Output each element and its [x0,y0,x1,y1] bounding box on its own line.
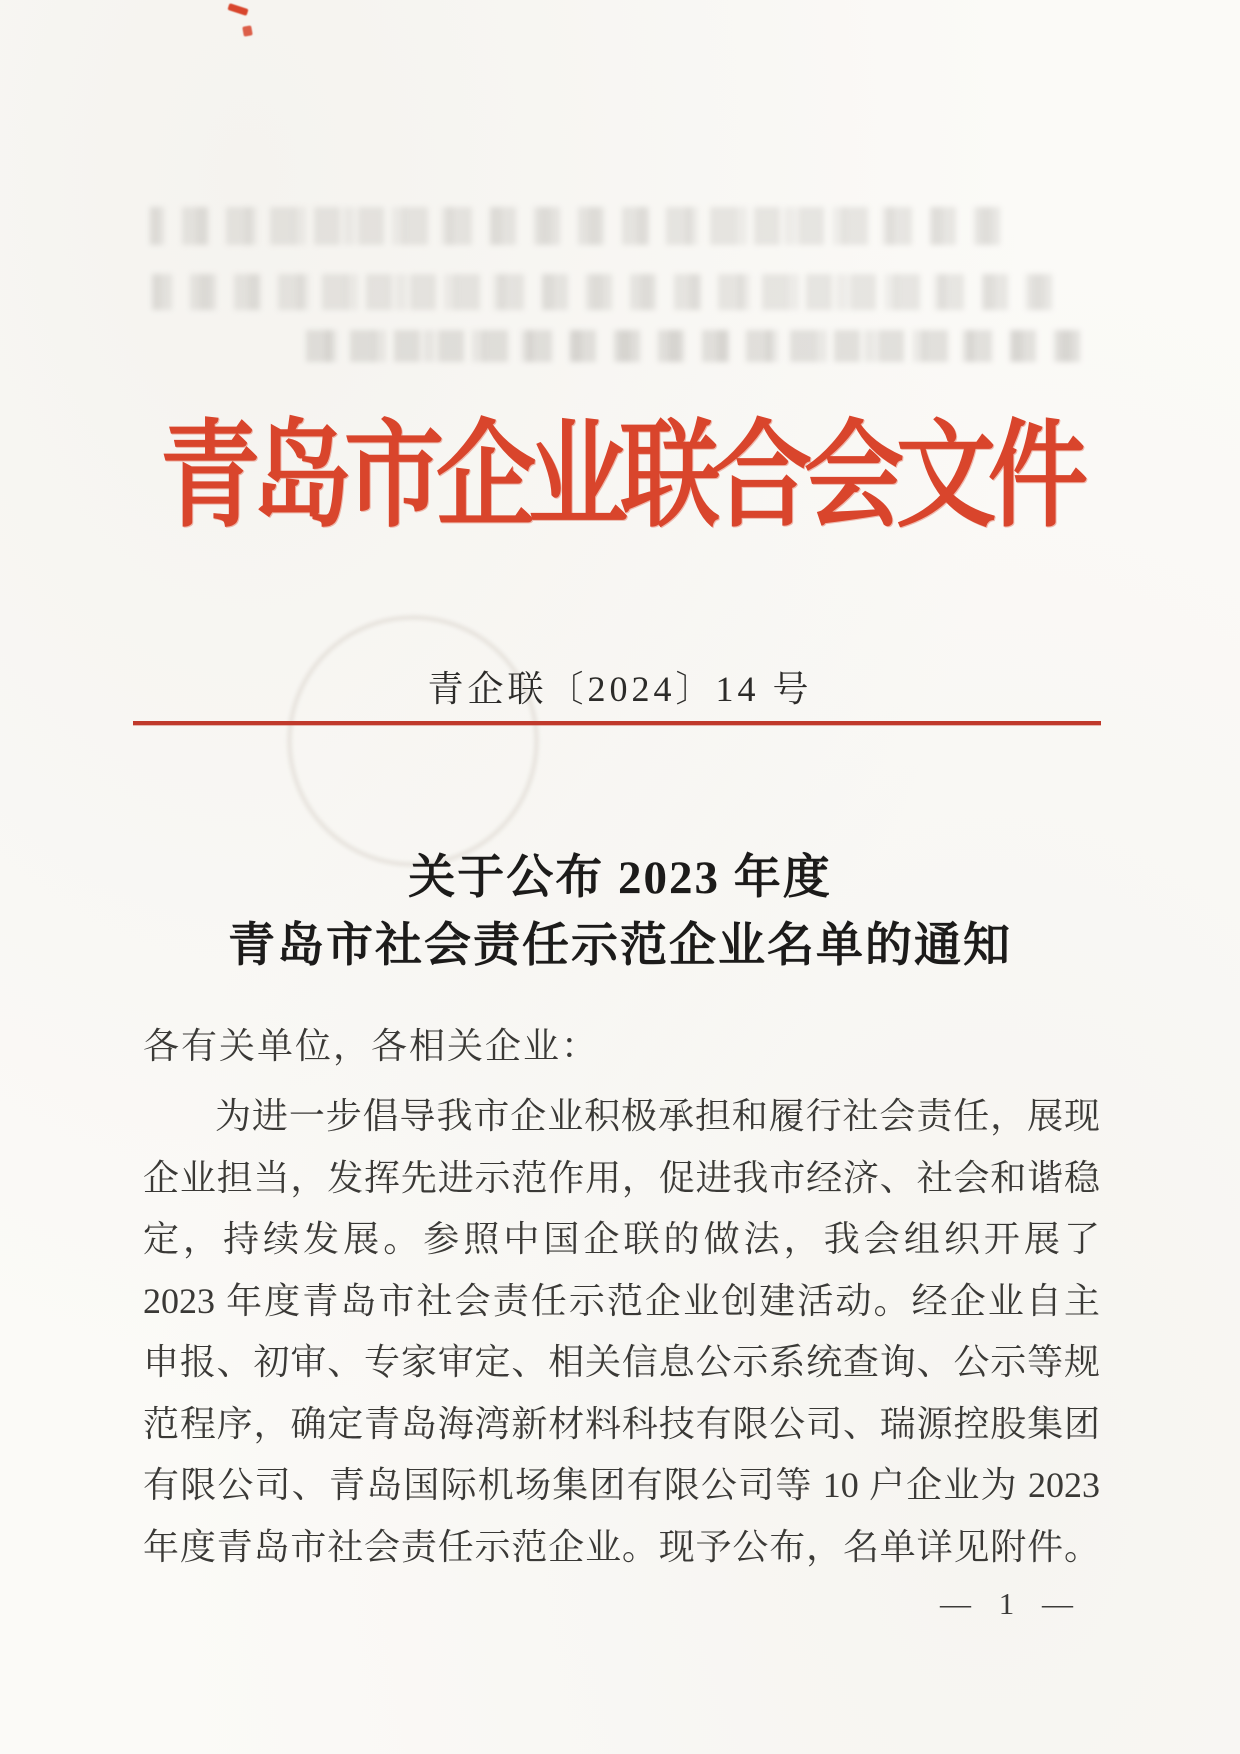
body-line: 范程序，确定青岛海湾新材料科技有限公司、瑞源控股集团 [143,1403,1100,1444]
page-number: — 1 — [940,1586,1075,1621]
letterhead-org-title: 青岛市企业联合会文件 [160,412,1080,541]
scan-artifact [227,3,248,16]
body-line: 企业担当，发挥先进示范作用，促进我市经济、社会和谐稳 [143,1157,1100,1198]
bleedthrough-text-row [152,274,1052,310]
body-paragraph [143,1086,1100,1578]
body-line: 为进一步倡导我市企业积极承担和履行社会责任，展现 [215,1096,1100,1136]
body-line: 2023 年度青岛市社会责任示范企业创建活动。经企业自主 [143,1280,1100,1321]
bleedthrough-text-row [290,330,1080,362]
letterhead-red-rule [133,721,1101,725]
salutation-line: 各有关单位，各相关企业： [143,1026,600,1066]
notice-title-line-1: 关于公布 2023 年度 [408,852,832,904]
body-line: 定，持续发展。参照中国企联的做法，我会组织开展了 [143,1219,1100,1259]
bleedthrough-text-row [150,207,1000,245]
body-line: 申报、初审、专家审定、相关信息公示系统查询、公示等规 [143,1342,1100,1382]
body-line: 年度青岛市社会责任示范企业。现予公布，名单详见附件。 [143,1526,1100,1567]
notice-title-line-2: 青岛市社会责任示范企业名单的通知 [228,920,1012,972]
body-line: 有限公司、青岛国际机场集团有限公司等 10 户企业为 2023 [143,1465,1100,1505]
document-number: 青企联〔2024〕14 号 [427,669,813,709]
seal-bleedthrough-circle [288,616,538,866]
scan-artifact [242,25,253,36]
